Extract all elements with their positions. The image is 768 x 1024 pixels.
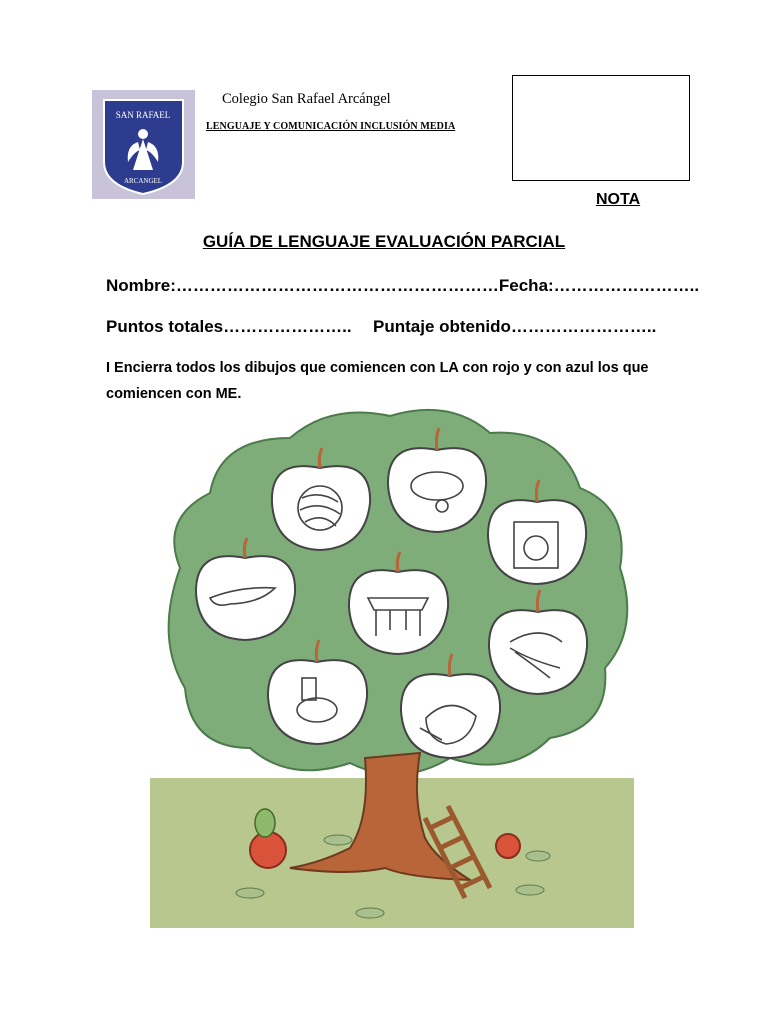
school-name: Colegio San Rafael Arcángel (222, 91, 391, 107)
apple-medusa[interactable] (489, 610, 587, 694)
grade-label: NOTA (596, 191, 641, 208)
apple-tree-illustration (150, 398, 634, 928)
subject-heading: LENGUAJE Y COMUNICACIÓN INCLUSIÓN MEDIA (206, 121, 456, 132)
logo-text: SAN RAFAEL (115, 110, 171, 120)
apple-mermelada[interactable] (268, 660, 367, 744)
apple-lavadora[interactable] (488, 500, 586, 584)
total-points-line: Puntos totales………………….. (106, 317, 352, 336)
school-logo (92, 90, 195, 199)
obtained-score-line: Puntaje obtenido…………………….. (373, 317, 657, 336)
apple-lana[interactable] (272, 466, 370, 550)
apple-collar[interactable] (388, 448, 486, 532)
grade-box[interactable] (512, 75, 690, 181)
instructions-text: I Encierra todos los dibujos que comiencen con LA con rojo y con azul los que comiencen con ME. (106, 360, 649, 402)
apple-mesa[interactable] (349, 570, 448, 654)
worksheet-title: GUÍA DE LENGUAJE EVALUACIÓN PARCIAL (202, 232, 566, 251)
svg-text:ARCANGEL: ARCANGEL (123, 177, 163, 185)
apple-melon[interactable] (401, 674, 500, 758)
name-date-line: Nombre:…………………………………………………Fecha:…………………….. (106, 276, 700, 295)
